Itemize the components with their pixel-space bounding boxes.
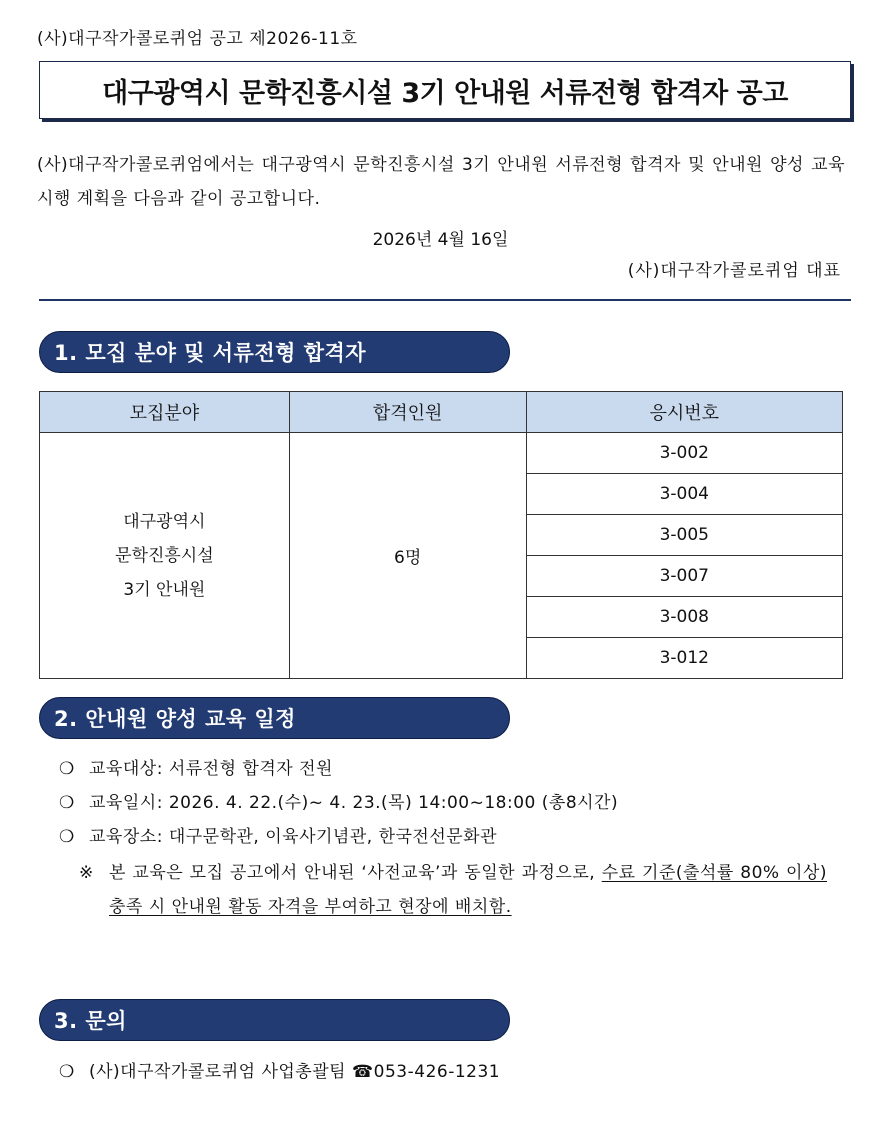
reference-mark-icon: ※ <box>79 863 94 883</box>
contact-line <box>59 1055 500 1089</box>
section-2-header <box>39 697 510 739</box>
schedule-list <box>59 752 839 924</box>
applicant-number: 3-004 <box>526 474 842 515</box>
field-line: 대구광역시 <box>123 511 206 532</box>
list-item <box>59 820 839 854</box>
field-line: 3기 안내원 <box>123 579 206 600</box>
table-header-row <box>40 392 843 433</box>
notice-number: (사)대구작가콜로퀴엄 공고 제2026-11호 <box>37 29 358 49</box>
list-item <box>59 786 839 820</box>
intro-paragraph: (사)대구작가콜로퀴엄에서는 대구광역시 문학진흥시설 3기 안내원 서류전형 합격자 및 안내원 양성 교육 시행 계획을 다음과 같이 공고합니다. <box>37 155 845 209</box>
title-box <box>39 61 851 119</box>
applicant-number: 3-012 <box>526 638 842 679</box>
table-row <box>40 433 843 474</box>
notice-date: 2026년 4월 16일 <box>372 230 509 250</box>
note-text <box>109 856 827 924</box>
count-cell: 6명 <box>289 433 526 679</box>
recruit-table <box>39 391 843 679</box>
contact-org: (사)대구작가콜로퀴엄 사업총괄팀 <box>89 1062 347 1082</box>
applicant-number: 3-002 <box>526 433 842 474</box>
applicant-number: 3-008 <box>526 597 842 638</box>
circle-bullet-icon: ❍ <box>59 1062 75 1082</box>
header-field: 모집분야 <box>40 392 290 433</box>
note-plain: 본 교육은 모집 공고에서 안내된 ‘사전교육’과 동일한 과정으로, <box>109 863 602 883</box>
section-1-title: 1. 모집 분야 및 서류전형 합격자 <box>54 341 367 365</box>
applicant-number: 3-007 <box>526 556 842 597</box>
section-3-title: 3. 문의 <box>54 1009 127 1033</box>
item-text: 교육대상: 서류전형 합격자 전원 <box>89 759 333 779</box>
item-text: 교육장소: 대구문학관, 이육사기념관, 한국전선문화관 <box>89 827 498 847</box>
field-line: 문학진흥시설 <box>115 545 214 566</box>
note-underlined: 수료 기준(출석률 80% 이상) 충족 시 안내원 활동 자격을 부여하고 현장에 배치함. <box>109 863 828 917</box>
divider <box>39 299 851 301</box>
section-1-header <box>39 331 510 373</box>
section-3-header <box>39 999 510 1041</box>
section-2-title: 2. 안내원 양성 교육 일정 <box>54 707 296 731</box>
item-text: 교육일시: 2026. 4. 22.(수)~ 4. 23.(목) 14:00~18:00 (총8시간) <box>89 793 619 813</box>
circle-bullet-icon: ❍ <box>59 793 75 813</box>
header-number: 응시번호 <box>526 392 842 433</box>
list-item <box>59 752 839 786</box>
phone-icon: ☎ <box>351 1062 374 1082</box>
applicant-number: 3-005 <box>526 515 842 556</box>
contact-phone: 053-426-1231 <box>373 1062 501 1082</box>
signature: (사)대구작가콜로퀴엄 대표 <box>627 261 841 281</box>
note <box>59 856 839 924</box>
circle-bullet-icon: ❍ <box>59 827 75 847</box>
circle-bullet-icon: ❍ <box>59 759 75 779</box>
header-count: 합격인원 <box>289 392 526 433</box>
page-title: 대구광역시 문학진흥시설 3기 안내원 서류전형 합격자 공고 <box>102 77 788 109</box>
field-cell <box>40 433 290 679</box>
